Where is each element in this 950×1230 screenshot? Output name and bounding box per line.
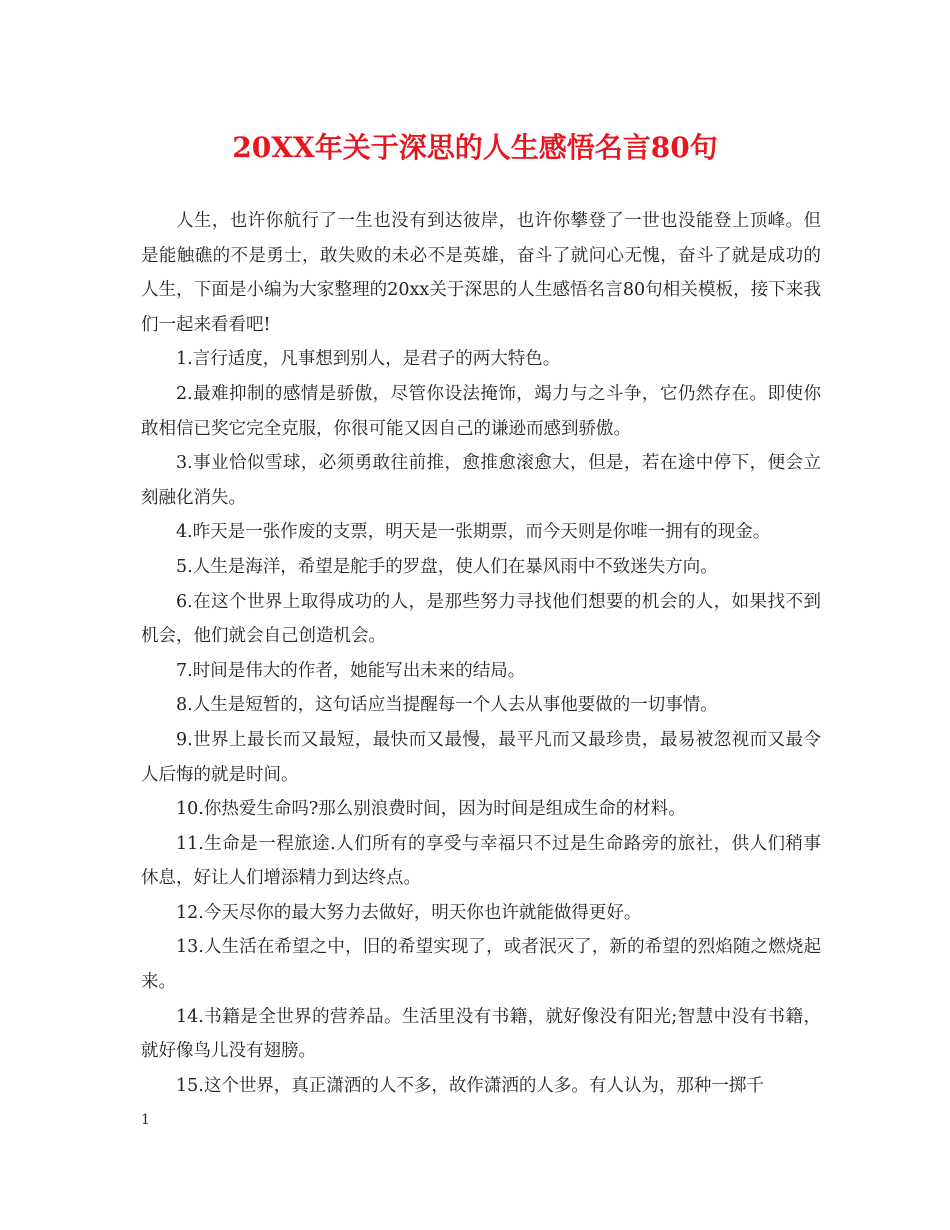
quote-item: 3.事业恰似雪球，必须勇敢往前推，愈推愈滚愈大，但是，若在途中停下，便会立刻融化消失。 (141, 453, 821, 508)
intro-paragraph: 人生，也许你航行了一生也没有到达彼岸，也许你攀登了一世也没能登上顶峰。但是能触礁的不是勇士，敢失败的未必不是英雄，奋斗了就问心无愧，奋斗了就是成功的人生，下面是小编为大家整理的20xx关于深思的人生感悟名言80句相关模板，接下来我们一起来看看吧! (141, 211, 821, 335)
quote-item: 11.生命是一程旅途.人们所有的享受与幸福只不过是生命路旁的旅社，供人们稍事休息，好让人们增添精力到达终点。 (141, 833, 821, 889)
quote-item: 12.今天尽你的最大努力去做好，明天你也许就能做得更好。 (176, 902, 642, 923)
quote-item: 6.在这个世界上取得成功的人，是那些努力寻找他们想要的机会的人，如果找不到机会，他们就会自己创造机会。 (141, 591, 821, 647)
quote-item: 1.言行适度，凡事想到别人，是君子的两大特色。 (176, 349, 561, 370)
quote-item: 2.最难抑制的感情是骄傲，尽管你设法掩饰，竭力与之斗争，它仍然存在。即使你敢相信已奖它完全克服，你很可能又因自己的谦逊而感到骄傲。 (141, 383, 821, 439)
document-title: 20XX年关于深思的人生感悟名言80句 (232, 131, 718, 164)
quote-item: 8.人生是短暂的，这句话应当提醒每一个人去从事他要做的一切事情。 (176, 695, 718, 716)
document-body (141, 204, 821, 1103)
quote-item: 7.时间是伟大的作者，她能写出未来的结局。 (176, 660, 526, 681)
quote-item: 9.世界上最长而又最短，最快而又最慢，最平凡而又最珍贵，最易被忽视而又最令人后悔的就是时间。 (141, 729, 821, 785)
quote-item: 13.人生活在希望之中，旧的希望实现了，或者泯灭了，新的希望的烈焰随之燃烧起来。 (141, 937, 821, 993)
quote-item: 5.人生是海洋，希望是舵手的罗盘，使人们在暴风雨中不致迷失方向。 (176, 556, 718, 577)
quote-item: 14.书籍是全世界的营养品。生活里没有书籍，就好像没有阳光;智慧中没有书籍，就好像鸟儿没有翅膀。 (141, 1006, 821, 1062)
quote-item: 15.这个世界，真正潇洒的人不多，故作潇洒的人多。有人认为，那种一掷千 (176, 1075, 764, 1096)
quote-item: 4.昨天是一张作废的支票，明天是一张期票，而今天则是你唯一拥有的现金。 (176, 522, 771, 543)
page-number: 1 (141, 1112, 150, 1128)
quote-item: 10.你热爱生命吗?那么别浪费时间，因为时间是组成生命的材料。 (176, 799, 686, 820)
